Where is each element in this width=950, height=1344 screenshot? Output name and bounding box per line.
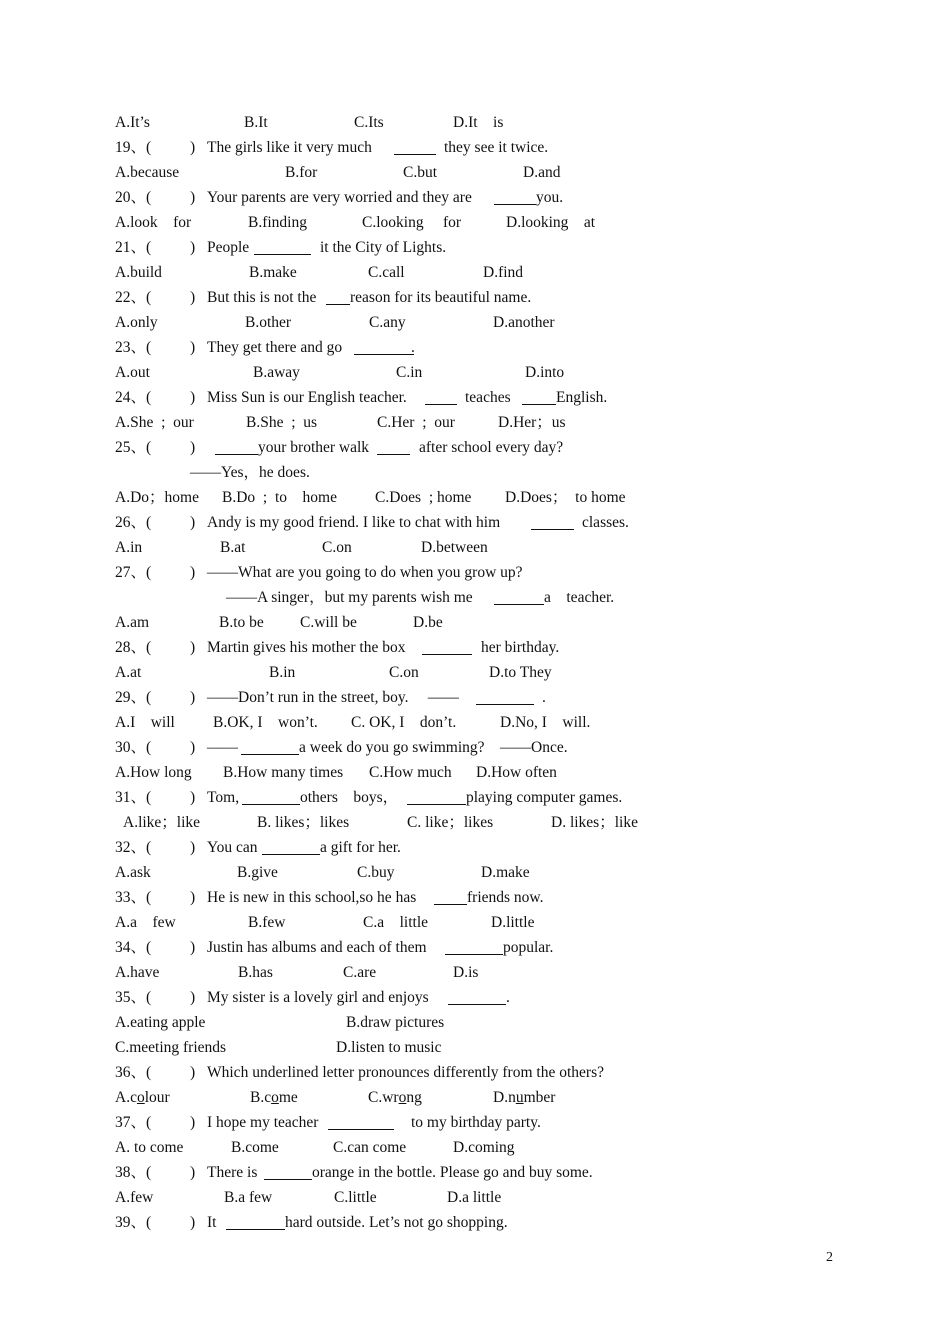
line-segment: He is new in this school,so he has (207, 889, 417, 906)
line-segment: D.is (453, 964, 479, 981)
text-line (0, 187, 950, 209)
line-segment: D.How often (476, 764, 557, 781)
line-segment: B.at (220, 539, 246, 556)
text-line (0, 1137, 950, 1159)
line-segment: ) (190, 739, 196, 756)
line-segment: D.another (493, 314, 555, 331)
line-segment: A.ask (115, 864, 151, 881)
line-segment: Andy is my good friend. I like to chat with him (207, 514, 501, 531)
line-segment: ) (190, 889, 196, 906)
line-segment: A.out (115, 364, 150, 381)
line-segment: You can (207, 839, 258, 856)
answer-blank[interactable] (422, 654, 472, 655)
answer-blank[interactable] (241, 754, 299, 755)
line-segment: Your parents are very worried and they are (207, 189, 472, 206)
line-segment: ) (190, 639, 196, 656)
line-segment: B.Do ; to home (222, 489, 337, 506)
line-segment: C.call (368, 264, 405, 281)
line-segment: —— (207, 739, 238, 756)
line-segment: B.to be (219, 614, 264, 631)
text-line (0, 537, 950, 559)
line-segment: D.into (525, 364, 565, 381)
line-segment: C.How much (369, 764, 452, 781)
answer-blank[interactable] (354, 354, 414, 355)
line-segment: ) (190, 139, 196, 156)
answer-blank[interactable] (215, 454, 258, 455)
text-line (0, 512, 950, 534)
text-line (0, 462, 950, 484)
line-segment: others boys， (300, 789, 399, 806)
answer-blank[interactable] (226, 1229, 285, 1230)
line-segment: 38、( (115, 1164, 152, 1181)
answer-blank[interactable] (494, 204, 536, 205)
line-segment: D.It is (453, 114, 504, 131)
answer-blank[interactable] (445, 954, 503, 955)
line-segment: B.few (248, 914, 286, 931)
line-segment: . (542, 689, 546, 706)
line-segment: ——Don’t run in the street, boy. —— (207, 689, 459, 706)
underlined-letter: o (271, 1089, 279, 1106)
line-segment: Martin gives his mother the box (207, 639, 406, 656)
line-segment: ) (190, 514, 196, 531)
line-segment: D.make (481, 864, 530, 881)
text-line (0, 562, 950, 584)
line-segment: A.build (115, 264, 162, 281)
line-segment: 37、( (115, 1114, 152, 1131)
underlined-letter: o (136, 1089, 145, 1106)
text-line (0, 287, 950, 309)
text-line (0, 312, 950, 334)
answer-blank[interactable] (326, 304, 350, 305)
line-segment: ) (190, 1114, 196, 1131)
line-segment (250, 1087, 298, 1109)
text-line (0, 837, 950, 859)
text-line (0, 1037, 950, 1059)
answer-blank[interactable] (434, 904, 467, 905)
text-line (0, 1187, 950, 1209)
line-segment: C.can come (333, 1139, 407, 1156)
line-segment: A. to come (115, 1139, 184, 1156)
line-segment: B.give (237, 864, 278, 881)
line-segment: to my birthday party. (411, 1114, 541, 1131)
text-line (0, 912, 950, 934)
text-line (0, 412, 950, 434)
text-line (0, 612, 950, 634)
text-line (0, 137, 950, 159)
line-segment: Justin has albums and each of them (207, 939, 427, 956)
text-line (0, 1112, 950, 1134)
text-line (0, 987, 950, 1009)
line-segment: There is (207, 1164, 258, 1181)
line-segment: 35、( (115, 989, 152, 1006)
line-segment: C.Does ; home (375, 489, 472, 506)
line-segment: C.but (403, 164, 438, 181)
line-segment: your brother walk (258, 439, 370, 456)
line-segment: A.am (115, 614, 150, 631)
line-segment: B.draw pictures (346, 1014, 445, 1031)
text-line (0, 337, 950, 359)
line-segment: D.and (523, 164, 561, 181)
line-segment: C.are (343, 964, 377, 981)
text-line (0, 437, 950, 459)
text-line (0, 587, 950, 609)
line-segment: B.come (231, 1139, 279, 1156)
line-segment: playing computer games. (466, 789, 623, 806)
line-segment: friends now. (467, 889, 544, 906)
line-segment: Miss Sun is our English teacher. (207, 389, 407, 406)
line-segment: B. likes；likes (257, 814, 350, 831)
line-segment: A.because (115, 164, 180, 181)
text-line (0, 212, 950, 234)
underlined-letter: u (515, 1089, 524, 1106)
line-segment: a week do you go swimming? ——Once. (299, 739, 568, 756)
line-segment: you. (536, 189, 564, 206)
line-segment: D.between (421, 539, 488, 556)
line-segment: A.a few (115, 914, 176, 931)
line-segment: ) (190, 839, 196, 856)
line-segment: after school every day? (419, 439, 564, 456)
line-segment: 29、( (115, 689, 152, 706)
line-segment: orange in the bottle. Please go and buy some. (312, 1164, 593, 1181)
line-segment: A.only (115, 314, 158, 331)
line-segment: A.in (115, 539, 143, 556)
line-segment: My sister is a lovely girl and enjoys (207, 989, 429, 1006)
line-segment: D.little (491, 914, 535, 931)
line-segment: B.OK, I won’t. (213, 714, 318, 731)
line-segment (368, 1087, 422, 1109)
segment-text: ng (406, 1089, 422, 1106)
line-segment: C.on (389, 664, 419, 681)
line-segment: D.coming (453, 1139, 515, 1156)
text-line (0, 637, 950, 659)
line-segment: ) (190, 189, 196, 206)
text-line (0, 762, 950, 784)
text-line (0, 487, 950, 509)
line-segment: B.other (245, 314, 292, 331)
line-segment: They get there and go (207, 339, 343, 356)
line-segment (493, 1087, 555, 1109)
text-line (0, 1212, 950, 1234)
line-segment: 33、( (115, 889, 152, 906)
line-segment: 31、( (115, 789, 152, 806)
line-segment: B.make (249, 264, 297, 281)
line-segment: C.little (334, 1189, 377, 1206)
line-segment: A.eating apple (115, 1014, 206, 1031)
line-segment: teaches (465, 389, 511, 406)
segment-text: C.wr (368, 1089, 399, 1106)
text-line (0, 862, 950, 884)
line-segment: C.Its (354, 114, 384, 131)
answer-blank[interactable] (377, 454, 410, 455)
line-segment: D.Does； to home (505, 489, 626, 506)
line-segment: 32、( (115, 839, 152, 856)
line-segment: hard outside. Let’s not go shopping. (285, 1214, 508, 1231)
line-segment: ——What are you going to do when you grow up? (207, 564, 523, 581)
line-segment: A.Do；home (115, 489, 199, 506)
text-line (0, 262, 950, 284)
line-segment: A.like；like (123, 814, 201, 831)
line-segment: B.finding (248, 214, 307, 231)
line-segment: B.How many times (223, 764, 344, 781)
line-segment: classes. (582, 514, 629, 531)
text-line (0, 1012, 950, 1034)
line-segment: ) (190, 1164, 196, 1181)
text-line (0, 1162, 950, 1184)
line-segment: D.to They (489, 664, 552, 681)
text-line (0, 237, 950, 259)
answer-blank[interactable] (531, 529, 574, 530)
line-segment: D.listen to music (336, 1039, 442, 1056)
line-segment: English. (556, 389, 608, 406)
line-segment: her birthday. (481, 639, 560, 656)
segment-text: B.c (250, 1089, 272, 1106)
text-line (0, 737, 950, 759)
line-segment: B.a few (224, 1189, 273, 1206)
text-line (0, 112, 950, 134)
text-line (0, 687, 950, 709)
line-segment: C.Her ; our (377, 414, 455, 431)
line-segment (115, 1087, 170, 1109)
line-segment: ) (190, 1214, 196, 1231)
text-line (0, 712, 950, 734)
line-segment: D.find (483, 264, 524, 281)
line-segment: It (207, 1214, 217, 1231)
text-line (0, 962, 950, 984)
line-segment: ) (190, 389, 196, 406)
line-segment: 34、( (115, 939, 152, 956)
line-segment: ) (190, 439, 196, 456)
text-line (0, 362, 950, 384)
line-segment: The girls like it very much (207, 139, 372, 156)
line-segment: Which underlined letter pronounces differently from the others? (207, 1064, 604, 1081)
line-segment: ) (190, 1064, 196, 1081)
answer-blank[interactable] (448, 1004, 506, 1005)
segment-text: mber (523, 1089, 556, 1106)
line-segment: A.have (115, 964, 160, 981)
line-segment: C. OK, I don’t. (351, 714, 457, 731)
text-line (0, 387, 950, 409)
answer-blank[interactable] (242, 804, 300, 805)
text-line (0, 1062, 950, 1084)
text-line (0, 1087, 950, 1109)
line-segment: A.It’s (115, 114, 150, 131)
line-segment: ) (190, 339, 196, 356)
line-segment: C.a little (363, 914, 429, 931)
line-segment: popular. (503, 939, 554, 956)
text-line (0, 937, 950, 959)
line-segment: A.I will (115, 714, 175, 731)
line-segment: C.any (369, 314, 406, 331)
text-line (0, 812, 950, 834)
answer-blank[interactable] (254, 254, 311, 255)
segment-text: me (278, 1089, 298, 1106)
line-segment: reason for its beautiful name. (350, 289, 532, 306)
line-segment: D.a little (447, 1189, 502, 1206)
text-line (0, 162, 950, 184)
answer-blank[interactable] (328, 1129, 394, 1130)
line-segment: 28、( (115, 639, 152, 656)
line-segment: . (506, 989, 510, 1006)
answer-blank[interactable] (425, 404, 457, 405)
line-segment: C. like；likes (407, 814, 494, 831)
line-segment: ) (190, 289, 196, 306)
line-segment: People (207, 239, 250, 256)
line-segment: 30、( (115, 739, 152, 756)
answer-blank[interactable] (407, 804, 466, 805)
line-segment: ) (190, 564, 196, 581)
line-segment: they see it twice. (444, 139, 549, 156)
line-segment: C.meeting friends (115, 1039, 227, 1056)
line-segment: B.has (238, 964, 273, 981)
line-segment: ——Yes，he does. (190, 464, 310, 481)
line-segment: C.looking for (362, 214, 462, 231)
line-segment: 27、( (115, 564, 152, 581)
line-segment: 19、( (115, 139, 152, 156)
line-segment: ) (190, 789, 196, 806)
line-segment: D.No, I will. (500, 714, 591, 731)
text-line (0, 662, 950, 684)
answer-blank[interactable] (522, 404, 556, 405)
line-segment: ) (190, 689, 196, 706)
line-segment: B.It (244, 114, 268, 131)
line-segment: D.be (413, 614, 443, 631)
line-segment: 23、( (115, 339, 152, 356)
segment-text: A.c (115, 1089, 137, 1106)
line-segment: A.few (115, 1189, 154, 1206)
line-segment: A.look for (115, 214, 192, 231)
line-segment: B.away (253, 364, 300, 381)
line-segment: C.on (322, 539, 352, 556)
text-line (0, 787, 950, 809)
line-segment: Tom, (207, 789, 240, 806)
line-segment: 26、( (115, 514, 152, 531)
line-segment: B.She ; us (246, 414, 318, 431)
line-segment: ) (190, 939, 196, 956)
line-segment: ) (190, 989, 196, 1006)
line-segment: ) (190, 239, 196, 256)
line-segment: D.looking at (506, 214, 596, 231)
segment-text: D.n (493, 1089, 516, 1106)
line-segment: A.She ; our (115, 414, 194, 431)
line-segment: it the City of Lights. (320, 239, 447, 256)
line-segment: D. likes；like (551, 814, 638, 831)
line-segment: B.for (285, 164, 318, 181)
line-segment: C.will be (300, 614, 357, 631)
line-segment: B.in (269, 664, 296, 681)
line-segment: a teacher. (544, 589, 615, 606)
line-segment: C.buy (357, 864, 395, 881)
line-segment: C.in (396, 364, 423, 381)
answer-blank[interactable] (264, 1179, 312, 1180)
line-segment: 20、( (115, 189, 152, 206)
answer-blank[interactable] (494, 604, 544, 605)
segment-text: lour (144, 1089, 170, 1106)
text-line (0, 887, 950, 909)
answer-blank[interactable] (476, 704, 534, 705)
line-segment: 39、( (115, 1214, 152, 1231)
answer-blank[interactable] (394, 154, 436, 155)
line-segment: 22、( (115, 289, 152, 306)
line-segment: 21、( (115, 239, 152, 256)
line-segment: . (411, 339, 415, 356)
line-segment: D.Her；us (498, 414, 566, 431)
line-segment: A.at (115, 664, 142, 681)
line-segment: A.How long (115, 764, 192, 781)
line-segment: I hope my teacher (207, 1114, 319, 1131)
line-segment: 25、( (115, 439, 152, 456)
line-segment: 24、( (115, 389, 152, 406)
line-segment: But this is not the (207, 289, 317, 306)
line-segment: 36、( (115, 1064, 152, 1081)
line-segment: ——A singer，but my parents wish me (226, 589, 473, 606)
underlined-letter: o (398, 1089, 407, 1106)
answer-blank[interactable] (262, 854, 320, 855)
page-number: 2 (826, 1250, 833, 1265)
line-segment: a gift for her. (320, 839, 401, 856)
